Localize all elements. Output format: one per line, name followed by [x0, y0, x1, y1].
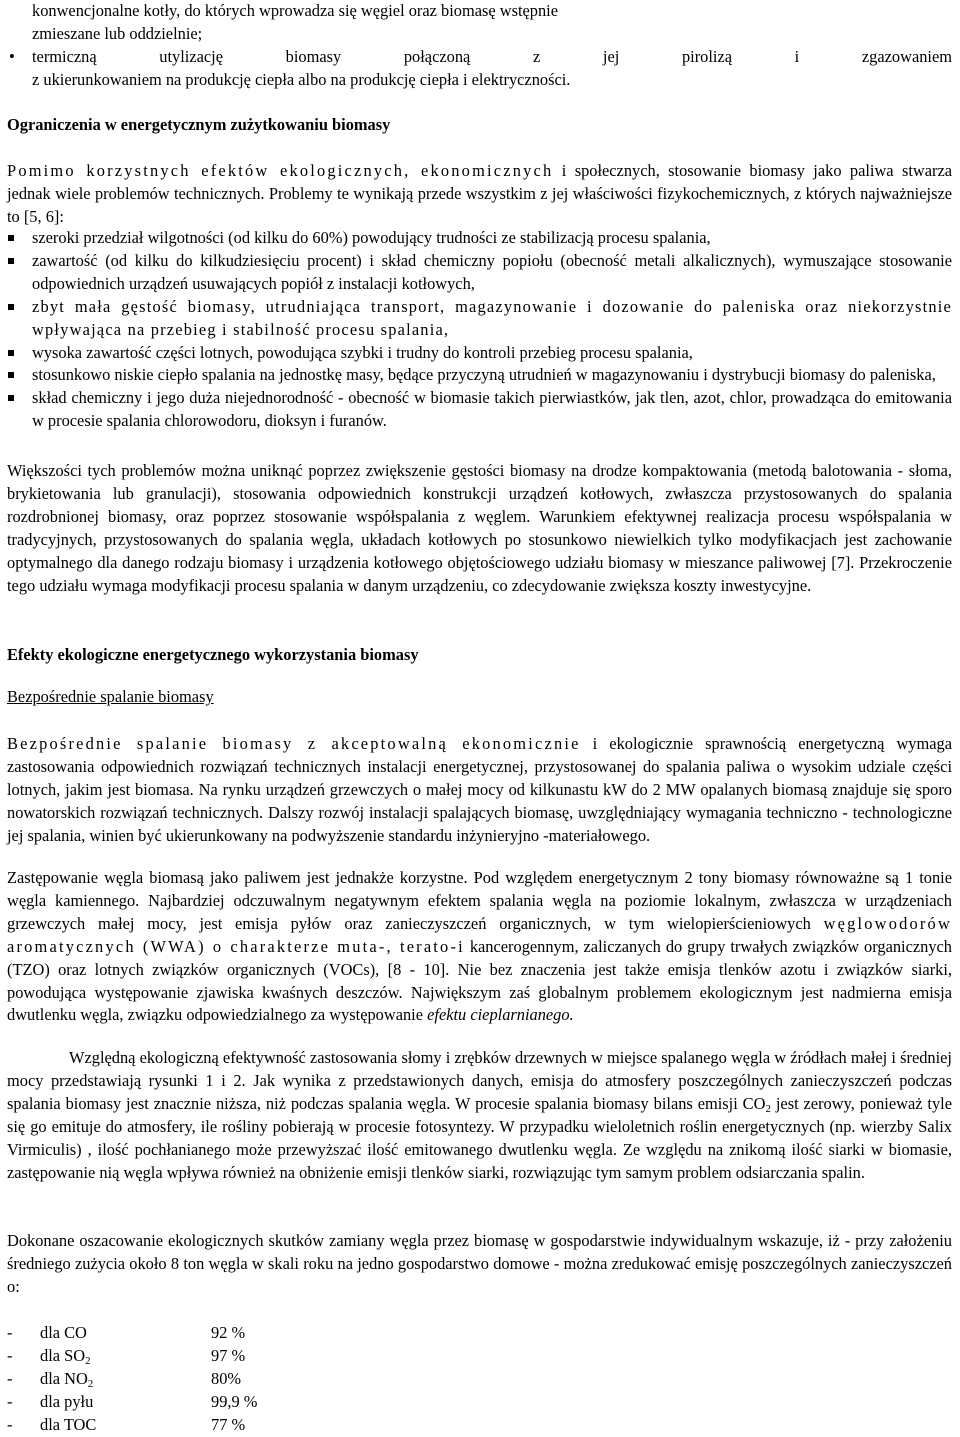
- reduction-value: 77 %: [211, 1415, 246, 1434]
- square-bullet-icon: [8, 304, 14, 310]
- reduction-value: 99,9 %: [211, 1392, 258, 1411]
- list-item-text: wysoka zawartość części lotnych, powodująca szybki i trudny do kontroli przebieg procesu spalania,: [32, 342, 693, 362]
- problems-list: [7, 227, 952, 433]
- intro-bullet-line-1: termiczną utylizację biomasy połączoną z jej pirolizą i zgazowaniem: [32, 46, 952, 66]
- list-item: [7, 296, 952, 342]
- list-item: [7, 387, 952, 433]
- dash-marker: -: [7, 1392, 13, 1411]
- list-item: [7, 342, 952, 365]
- italic-text: efektu cieplarnianego.: [427, 1005, 574, 1025]
- subscript-text: 2: [85, 1355, 91, 1367]
- paragraph-text: i społecznych, stosowanie biomasy jako paliwa stwarza jednak wiele problemów technicznych. Problemy te wynikają przede wszystkim z jej właściwości fizykochemicznych, z których najważniejsze to [5, 6]:: [7, 161, 952, 226]
- spaced-text: Pomimo korzystnych efektów ekologicznych, ekonomicznych: [7, 161, 554, 180]
- dash-marker: -: [7, 1415, 13, 1434]
- intro-line: [7, 0, 952, 46]
- spaced-text: Bezpośrednie spalanie biomasy z akceptowalną ekonomicznie: [7, 734, 581, 753]
- limitations-paragraph: [7, 160, 952, 229]
- paragraph-text: kancerogennym, zaliczanych do grupy trwałych związków organicznych (TZO) oraz lotnych związków organicznych (VOCs), [8 - 10]. Nie bez znaczenia jest także emisja tlenków azotu i związków siarki, powodująca występowanie zjawiska kwaśnych deszczów. Największym zaś globalnym problemem ekologicznym jest nadmierna emisja dwutlenku węgla, związku odpowiedzialnego za występowanie: [7, 936, 953, 1025]
- list-item: [7, 1322, 307, 1345]
- pollutant-label: [40, 1368, 93, 1391]
- square-bullet-icon: [8, 258, 14, 264]
- intro-bullet-item: [7, 46, 952, 92]
- relative-efficiency-paragraph: [7, 1047, 952, 1184]
- square-bullet-icon: [8, 350, 14, 356]
- direct-combustion-paragraph: [7, 733, 952, 848]
- estimate-paragraph: Dokonane oszacowanie ekologicznych skutków zamiany węgla przez biomasę w gospodarstwie indywidualnym wskazuje, iż - przy założeniu średniego zużycia około 8 ton węgla w skali roku na jedno gospodarstwo domowe - można zredukować emisję poszczególnych zanieczyszczeń o:: [7, 1231, 952, 1296]
- subscript-text: 2: [87, 1378, 94, 1390]
- square-bullet-icon: [8, 235, 14, 241]
- pollutant-text: dla NO: [40, 1369, 88, 1388]
- paragraph-text: Zastępowanie węgla biomasą jako paliwem jest jednakże korzystne. Pod względem energetycznym 2 tony biomasy równoważne są 1 tonie węgla kamiennego. Najbardziej odczuwalnym negatywnym efektem spalania węgla na poziomie lokalnym, zwłaszcza w urządzeniach grzewczych małej mocy, jest emisja pyłów oraz zanieczyszczeń organicznych, w tym wielopierścieniowych: [7, 868, 952, 933]
- subheading-direct-combustion: [7, 686, 952, 709]
- list-item-text: stosunkowo niskie ciepło spalania na jednostkę masy, będące przyczyną utrudnień w magazynowaniu i dystrybucji biomasy do paleniska,: [32, 365, 936, 385]
- bullet-icon: •: [9, 46, 15, 66]
- list-item-text: skład chemiczny i jego duża niejednorodność - obecność w biomasie takich pierwiastków, jak tlen, azot, chlor, prowadząca do emitowania w procesie spalania chlorowodoru, dioksyn i furanów.: [32, 388, 952, 431]
- subheading-text: Bezpośrednie spalanie biomasy: [7, 687, 214, 706]
- intro-line-2: zmieszane lub oddzielnie;: [32, 23, 203, 43]
- list-item-text: szeroki przedział wilgotności (od kilku do 60%) powodujący trudności ze stabilizacją procesu spalania,: [32, 228, 711, 247]
- section-heading-ecological-effects: Efekty ekologiczne energetycznego wykorzystania biomasy: [7, 645, 419, 664]
- spaced-text: węglowodorów aromatycznych (WWA) o charakterze muta-, terato-i: [7, 913, 952, 956]
- square-bullet-icon: [8, 372, 14, 378]
- reduction-value: 92 %: [211, 1323, 246, 1342]
- pollutant-text: dla CO: [40, 1323, 87, 1342]
- coal-replacement-paragraph: [7, 867, 952, 1027]
- dash-marker: -: [7, 1346, 13, 1365]
- list-item: [7, 250, 952, 296]
- pollutant-label: [40, 1345, 91, 1368]
- list-item: [7, 1414, 307, 1437]
- dash-marker: -: [7, 1369, 13, 1388]
- emission-reduction-list: [7, 1322, 307, 1437]
- list-item: [7, 364, 952, 387]
- paragraph-text: jest zerowy, ponieważ tyle się go emituje do atmosfery, ile rośliny pobierają w procesie fotosyntezy. W przypadku wieloletnich roślin energetycznych (np. wierzby Salix Virmiculis) , ilość pochłanianego może przewyższać ilość emitowanego dwutlenku węgla. Ze względu na znikomą ilość siarki w biomasie, zastępowanie nią węgla wpływa również na obniżenie emisji tlenków siarki, rozwiązując tym samym problem odsiarczania spalin.: [7, 1093, 952, 1182]
- dash-marker: -: [7, 1323, 13, 1342]
- pollutant-label: [40, 1391, 93, 1414]
- pollutant-label: [40, 1322, 87, 1345]
- paragraph-text: Względną ekologiczną efektywność zastosowania słomy i zrębków drzewnych w miejsce spalanego węgla w źródłach małej i średniej mocy przedstawiają rysunki 1 i 2. Jak wynika z przedstawionych danych, emisja do atmosfery poszczególnych zanieczyszczeń podczas spalania biomasy jest znacznie niższa, niż podczas spalania węgla. W procesie spalania biomasy bilans emisji CO: [7, 1048, 952, 1113]
- list-item: [7, 1345, 307, 1368]
- compaction-paragraph: Większości tych problemów można uniknąć poprzez zwiększenie gęstości biomasy na drodze kompaktowania (metodą balotowania - słoma, brykietowania lub granulacji), stosowania odpowiednich konstrukcji urządzeń kotłowych, zwłaszcza przystosowanych do spalania rozdrobnionej biomasy, oraz poprzez stosowanie współspalania z węglem. Warunkiem efektywnej realizacja procesu współspalania w tradycyjnych, przystosowanych do spalania węgla, układach kotłowych po stosunkowo niewielkich tylko modyfikacjach jest zachowanie optymalnego dla danego rodzaju biomasy i urządzenia kotłowego objętościowego udziału biomasy w mieszance paliwowej [7]. Przekroczenie tego udziału wymaga modyfikacji procesu spalania w danym urządzeniu, co zdecydowanie zwiększa koszty inwestycyjne.: [7, 461, 952, 595]
- pollutant-text: dla SO: [40, 1346, 86, 1365]
- intro-bullet-line-2: z ukierunkowaniem na produkcję ciepła albo na produkcję ciepła i elektryczności.: [32, 69, 571, 89]
- pollutant-label: [40, 1414, 96, 1437]
- intro-line-1: konwencjonalne kotły, do których wprowadza się węgiel oraz biomasę wstępnie: [32, 1, 559, 20]
- reduction-value: 80%: [211, 1369, 242, 1388]
- pollutant-text: dla pyłu: [40, 1392, 94, 1411]
- reduction-value: 97 %: [211, 1346, 246, 1365]
- list-item: [7, 227, 952, 250]
- list-item: [7, 1368, 307, 1391]
- section-heading-limitations: Ograniczenia w energetycznym zużytkowaniu biomasy: [7, 115, 391, 134]
- list-item-text: zbyt mała gęstość biomasy, utrudniająca transport, magazynowanie i dozowanie do paleniska oraz niekorzystnie wpływająca na przebieg i stabilność procesu spalania,: [32, 296, 952, 339]
- list-item-text: zawartość (od kilku do kilkudziesięciu procent) i skład chemiczny popiołu (obecność metali alkalicznych), wymuszające stosowanie odpowiednich urządzeń usuwających popiół z instalacji kotłowych,: [32, 250, 952, 293]
- list-item: [7, 1391, 307, 1414]
- square-bullet-icon: [8, 395, 14, 401]
- intro-list: [7, 0, 952, 92]
- subscript-text: 2: [765, 1102, 771, 1115]
- pollutant-text: dla TOC: [40, 1415, 97, 1434]
- paragraph-text: i ekologicznie sprawnością energetyczną wymaga zastosowania odpowiednich rozwiązań technicznych instalacji energetycznej, przystosowanej do spalania paliwa o wysokim udziale części lotnych, jakim jest biomasa. Na rynku urządzeń grzewczych o małej mocy od kilkunastu kW do 2 MW opalanych biomasą znajduje się sporo nowatorskich rozwiązań technicznych. Dalszy rozwój instalacji spalających biomasę, uwzględniający wymagania techniczno - technologiczne jej spalania, winien być ukierunkowany na podwyższenie standardu inżynieryjno -materiałowego.: [7, 734, 952, 845]
